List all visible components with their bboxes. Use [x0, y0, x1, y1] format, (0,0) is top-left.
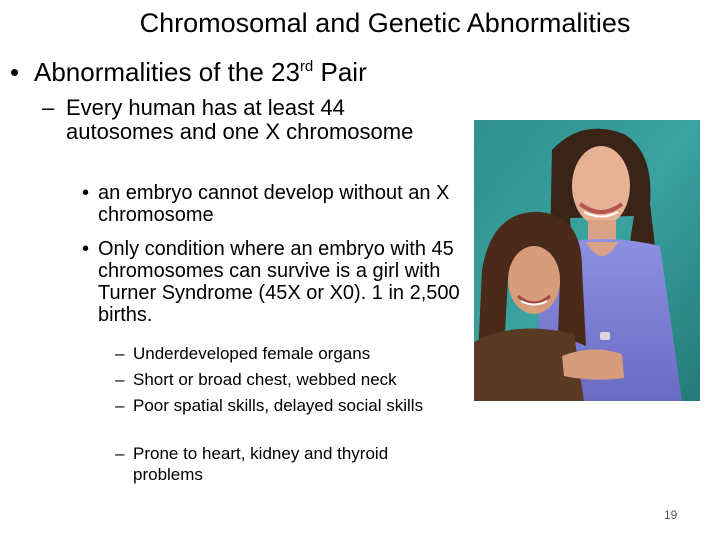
photo-mother-and-daughter — [474, 120, 700, 401]
symptom-item — [115, 395, 460, 416]
slide-title: Chromosomal and Genetic Abnormalities — [139, 8, 631, 38]
bullet-marker: • — [82, 238, 90, 260]
bullet-abnormalities-23rd-pair — [10, 56, 367, 88]
dash-marker: – — [115, 396, 125, 415]
symptom-text: Underdeveloped female organs — [133, 344, 371, 363]
superscript-rd: rd — [299, 58, 314, 75]
dash-marker: – — [115, 370, 125, 389]
sub-bullet-autosomes — [42, 96, 422, 144]
point-embryo-x-chromosome — [82, 182, 472, 226]
bullet-marker: • — [82, 182, 90, 204]
dash-marker: – — [42, 95, 55, 120]
page-number: 19 — [664, 508, 678, 522]
symptom-text: Prone to heart, kidney and thyroid problems — [133, 444, 389, 484]
bullet-marker: • — [10, 57, 20, 87]
symptom-text: Poor spatial skills, delayed social skills — [133, 396, 424, 415]
point-turner-syndrome — [82, 238, 472, 326]
symptom-item — [115, 369, 460, 390]
point-text: an embryo cannot develop without an X chromosome — [98, 182, 450, 226]
sub-bullet-text: Every human has at least 44 autosomes and one X chromosome — [66, 95, 414, 144]
point-text: Only condition where an embryo with 45 chromosomes can survive is a girl with Turner Syndrome (45X or X0). 1 in 2,500 births. — [98, 238, 460, 326]
bullet-text: Abnormalities of the 23 — [34, 57, 300, 87]
dash-marker: – — [115, 344, 125, 363]
symptom-item — [115, 443, 460, 485]
symptom-item — [115, 343, 460, 364]
bullet-text-end: Pair — [313, 57, 367, 87]
symptom-text: Short or broad chest, webbed neck — [133, 370, 397, 389]
dash-marker: – — [115, 444, 125, 463]
